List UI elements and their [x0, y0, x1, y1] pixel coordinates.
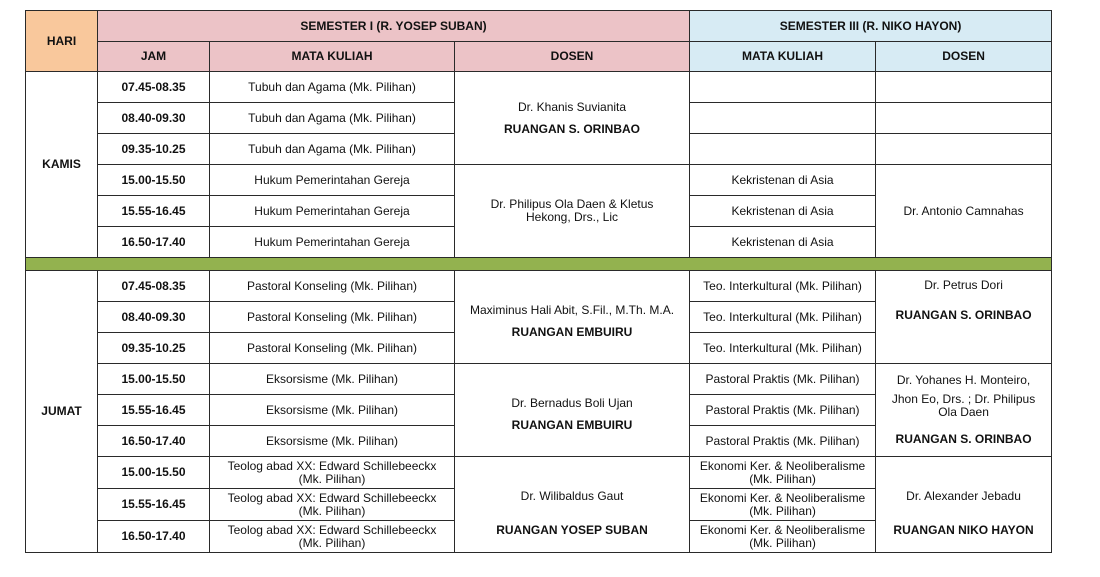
course-cell: Kekristenan di Asia	[690, 165, 876, 196]
course-line: (Mk. Pilihan)	[749, 471, 816, 486]
course-cell: Eksorsisme (Mk. Pilihan)	[210, 364, 455, 395]
lecturer-cell	[455, 364, 690, 457]
jam-cell: 09.35-10.25	[98, 134, 210, 165]
lecturer-cell	[876, 364, 1052, 457]
course-cell: Kekristenan di Asia	[690, 196, 876, 227]
jam-cell: 07.45-08.35	[98, 271, 210, 302]
table-row	[26, 457, 1052, 489]
header-jam: JAM	[98, 42, 210, 72]
course-line: Ekonomi Ker. & Neoliberalisme	[699, 458, 866, 473]
course-cell: Pastoral Konseling (Mk. Pilihan)	[210, 271, 455, 302]
lecturer-name: Dr. Bernadus Boli Ujan	[511, 396, 633, 410]
jam-cell: 15.00-15.50	[98, 364, 210, 395]
header-dosen-1: DOSEN	[455, 42, 690, 72]
course-cell: Eksorsisme (Mk. Pilihan)	[210, 395, 455, 426]
course-cell: Teo. Interkultural (Mk. Pilihan)	[690, 271, 876, 302]
lecturer-cell	[876, 457, 1052, 553]
course-line: Ekonomi Ker. & Neoliberalisme	[699, 490, 866, 505]
course-cell	[690, 489, 876, 521]
course-cell: Tubuh dan Agama (Mk. Pilihan)	[210, 103, 455, 134]
course-cell	[210, 489, 455, 521]
jam-cell: 15.55-16.45	[98, 395, 210, 426]
lecturer-cell	[876, 271, 1052, 364]
course-cell: Pastoral Praktis (Mk. Pilihan)	[690, 395, 876, 426]
lecturer-name: Dr. Wilibaldus Gaut	[520, 489, 624, 503]
header-dosen-3: DOSEN	[876, 42, 1052, 72]
course-cell	[690, 457, 876, 489]
lecturer-name: Dr. Antonio Camnahas	[903, 203, 1024, 218]
jam-cell: 15.55-16.45	[98, 489, 210, 521]
course-cell: Tubuh dan Agama (Mk. Pilihan)	[210, 72, 455, 103]
course-line: Ekonomi Ker. & Neoliberalisme	[699, 522, 866, 537]
table-row	[26, 271, 1052, 302]
jam-cell: 07.45-08.35	[98, 72, 210, 103]
lecturer-name-line: Ola Daen	[938, 405, 989, 419]
course-cell: Hukum Pemerintahan Gereja	[210, 196, 455, 227]
header-row-sub	[26, 42, 1052, 72]
course-cell: Pastoral Konseling (Mk. Pilihan)	[210, 333, 455, 364]
course-cell: Teo. Interkultural (Mk. Pilihan)	[690, 333, 876, 364]
lecturer-cell	[876, 165, 1052, 258]
jam-cell: 15.00-15.50	[98, 457, 210, 489]
header-mata-kuliah-3: MATA KULIAH	[690, 42, 876, 72]
room-name: RUANGAN NIKO HAYON	[893, 523, 1034, 537]
jam-cell: 16.50-17.40	[98, 521, 210, 553]
table-row	[26, 165, 1052, 196]
day-kamis: KAMIS	[26, 72, 98, 258]
header-semester-1: SEMESTER I (R. YOSEP SUBAN)	[98, 11, 690, 42]
day-jumat: JUMAT	[26, 271, 98, 553]
course-cell: Pastoral Praktis (Mk. Pilihan)	[690, 364, 876, 395]
course-line: (Mk. Pilihan)	[298, 503, 366, 518]
course-cell: Hukum Pemerintahan Gereja	[210, 227, 455, 258]
lecturer-cell	[455, 72, 690, 165]
table-row	[26, 72, 1052, 103]
course-cell-empty	[690, 72, 876, 103]
course-line: Teolog abad XX: Edward Schillebeeckx	[227, 490, 437, 505]
course-cell: Teo. Interkultural (Mk. Pilihan)	[690, 302, 876, 333]
course-line: (Mk. Pilihan)	[298, 535, 366, 550]
course-line: (Mk. Pilihan)	[298, 471, 366, 486]
course-line: (Mk. Pilihan)	[749, 503, 816, 518]
lecturer-cell-empty	[876, 103, 1052, 134]
header-hari: HARI	[26, 11, 98, 72]
table-row	[26, 364, 1052, 395]
lecturer-name-line: Hekong, Drs., Lic	[525, 210, 619, 224]
course-line: (Mk. Pilihan)	[749, 535, 816, 550]
course-cell	[210, 457, 455, 489]
header-row-top	[26, 11, 1052, 42]
jam-cell: 08.40-09.30	[98, 103, 210, 134]
room-name: RUANGAN EMBUIRU	[511, 325, 633, 339]
jam-cell: 08.40-09.30	[98, 302, 210, 333]
room-name: RUANGAN EMBUIRU	[511, 418, 633, 432]
jam-cell: 16.50-17.40	[98, 426, 210, 457]
lecturer-name-line: Jhon Eo, Drs. ; Dr. Philipus	[891, 392, 1036, 406]
day-separator	[26, 258, 1052, 271]
jam-cell: 16.50-17.40	[98, 227, 210, 258]
lecturer-name: Maximinus Hali Abit, S.Fil., M.Th. M.A.	[469, 303, 675, 317]
course-cell: Eksorsisme (Mk. Pilihan)	[210, 426, 455, 457]
jam-cell: 15.55-16.45	[98, 196, 210, 227]
header-mata-kuliah-1: MATA KULIAH	[210, 42, 455, 72]
lecturer-name: Dr. Petrus Dori	[924, 278, 1003, 292]
room-name: RUANGAN S. ORINBAO	[504, 121, 641, 136]
lecturer-name: Dr. Alexander Jebadu	[906, 489, 1021, 503]
course-line: Teolog abad XX: Edward Schillebeeckx	[227, 522, 437, 537]
course-cell: Tubuh dan Agama (Mk. Pilihan)	[210, 134, 455, 165]
lecturer-cell	[455, 457, 690, 553]
course-cell-empty	[690, 134, 876, 165]
lecturer-name: Dr. Khanis Suvianita	[517, 99, 627, 114]
course-line: Teolog abad XX: Edward Schillebeeckx	[227, 458, 437, 473]
room-name: RUANGAN S. ORINBAO	[895, 308, 1032, 322]
separator-bar	[26, 258, 1052, 271]
lecturer-cell-empty	[876, 72, 1052, 103]
header-semester-3: SEMESTER III (R. NIKO HAYON)	[690, 11, 1052, 42]
course-cell: Pastoral Konseling (Mk. Pilihan)	[210, 302, 455, 333]
course-cell: Hukum Pemerintahan Gereja	[210, 165, 455, 196]
lecturer-name-line: Dr. Yohanes H. Monteiro,	[896, 373, 1031, 387]
jam-cell: 15.00-15.50	[98, 165, 210, 196]
lecturer-cell	[455, 271, 690, 364]
room-name: RUANGAN YOSEP SUBAN	[496, 523, 648, 537]
schedule-table	[25, 10, 1052, 553]
room-name: RUANGAN S. ORINBAO	[895, 432, 1032, 446]
course-cell	[210, 521, 455, 553]
lecturer-name-line: Dr. Philipus Ola Daen & Kletus	[490, 197, 654, 211]
course-cell-empty	[690, 103, 876, 134]
course-cell: Kekristenan di Asia	[690, 227, 876, 258]
lecturer-cell-empty	[876, 134, 1052, 165]
course-cell: Pastoral Praktis (Mk. Pilihan)	[690, 426, 876, 457]
jam-cell: 09.35-10.25	[98, 333, 210, 364]
course-cell	[690, 521, 876, 553]
lecturer-cell	[455, 165, 690, 258]
